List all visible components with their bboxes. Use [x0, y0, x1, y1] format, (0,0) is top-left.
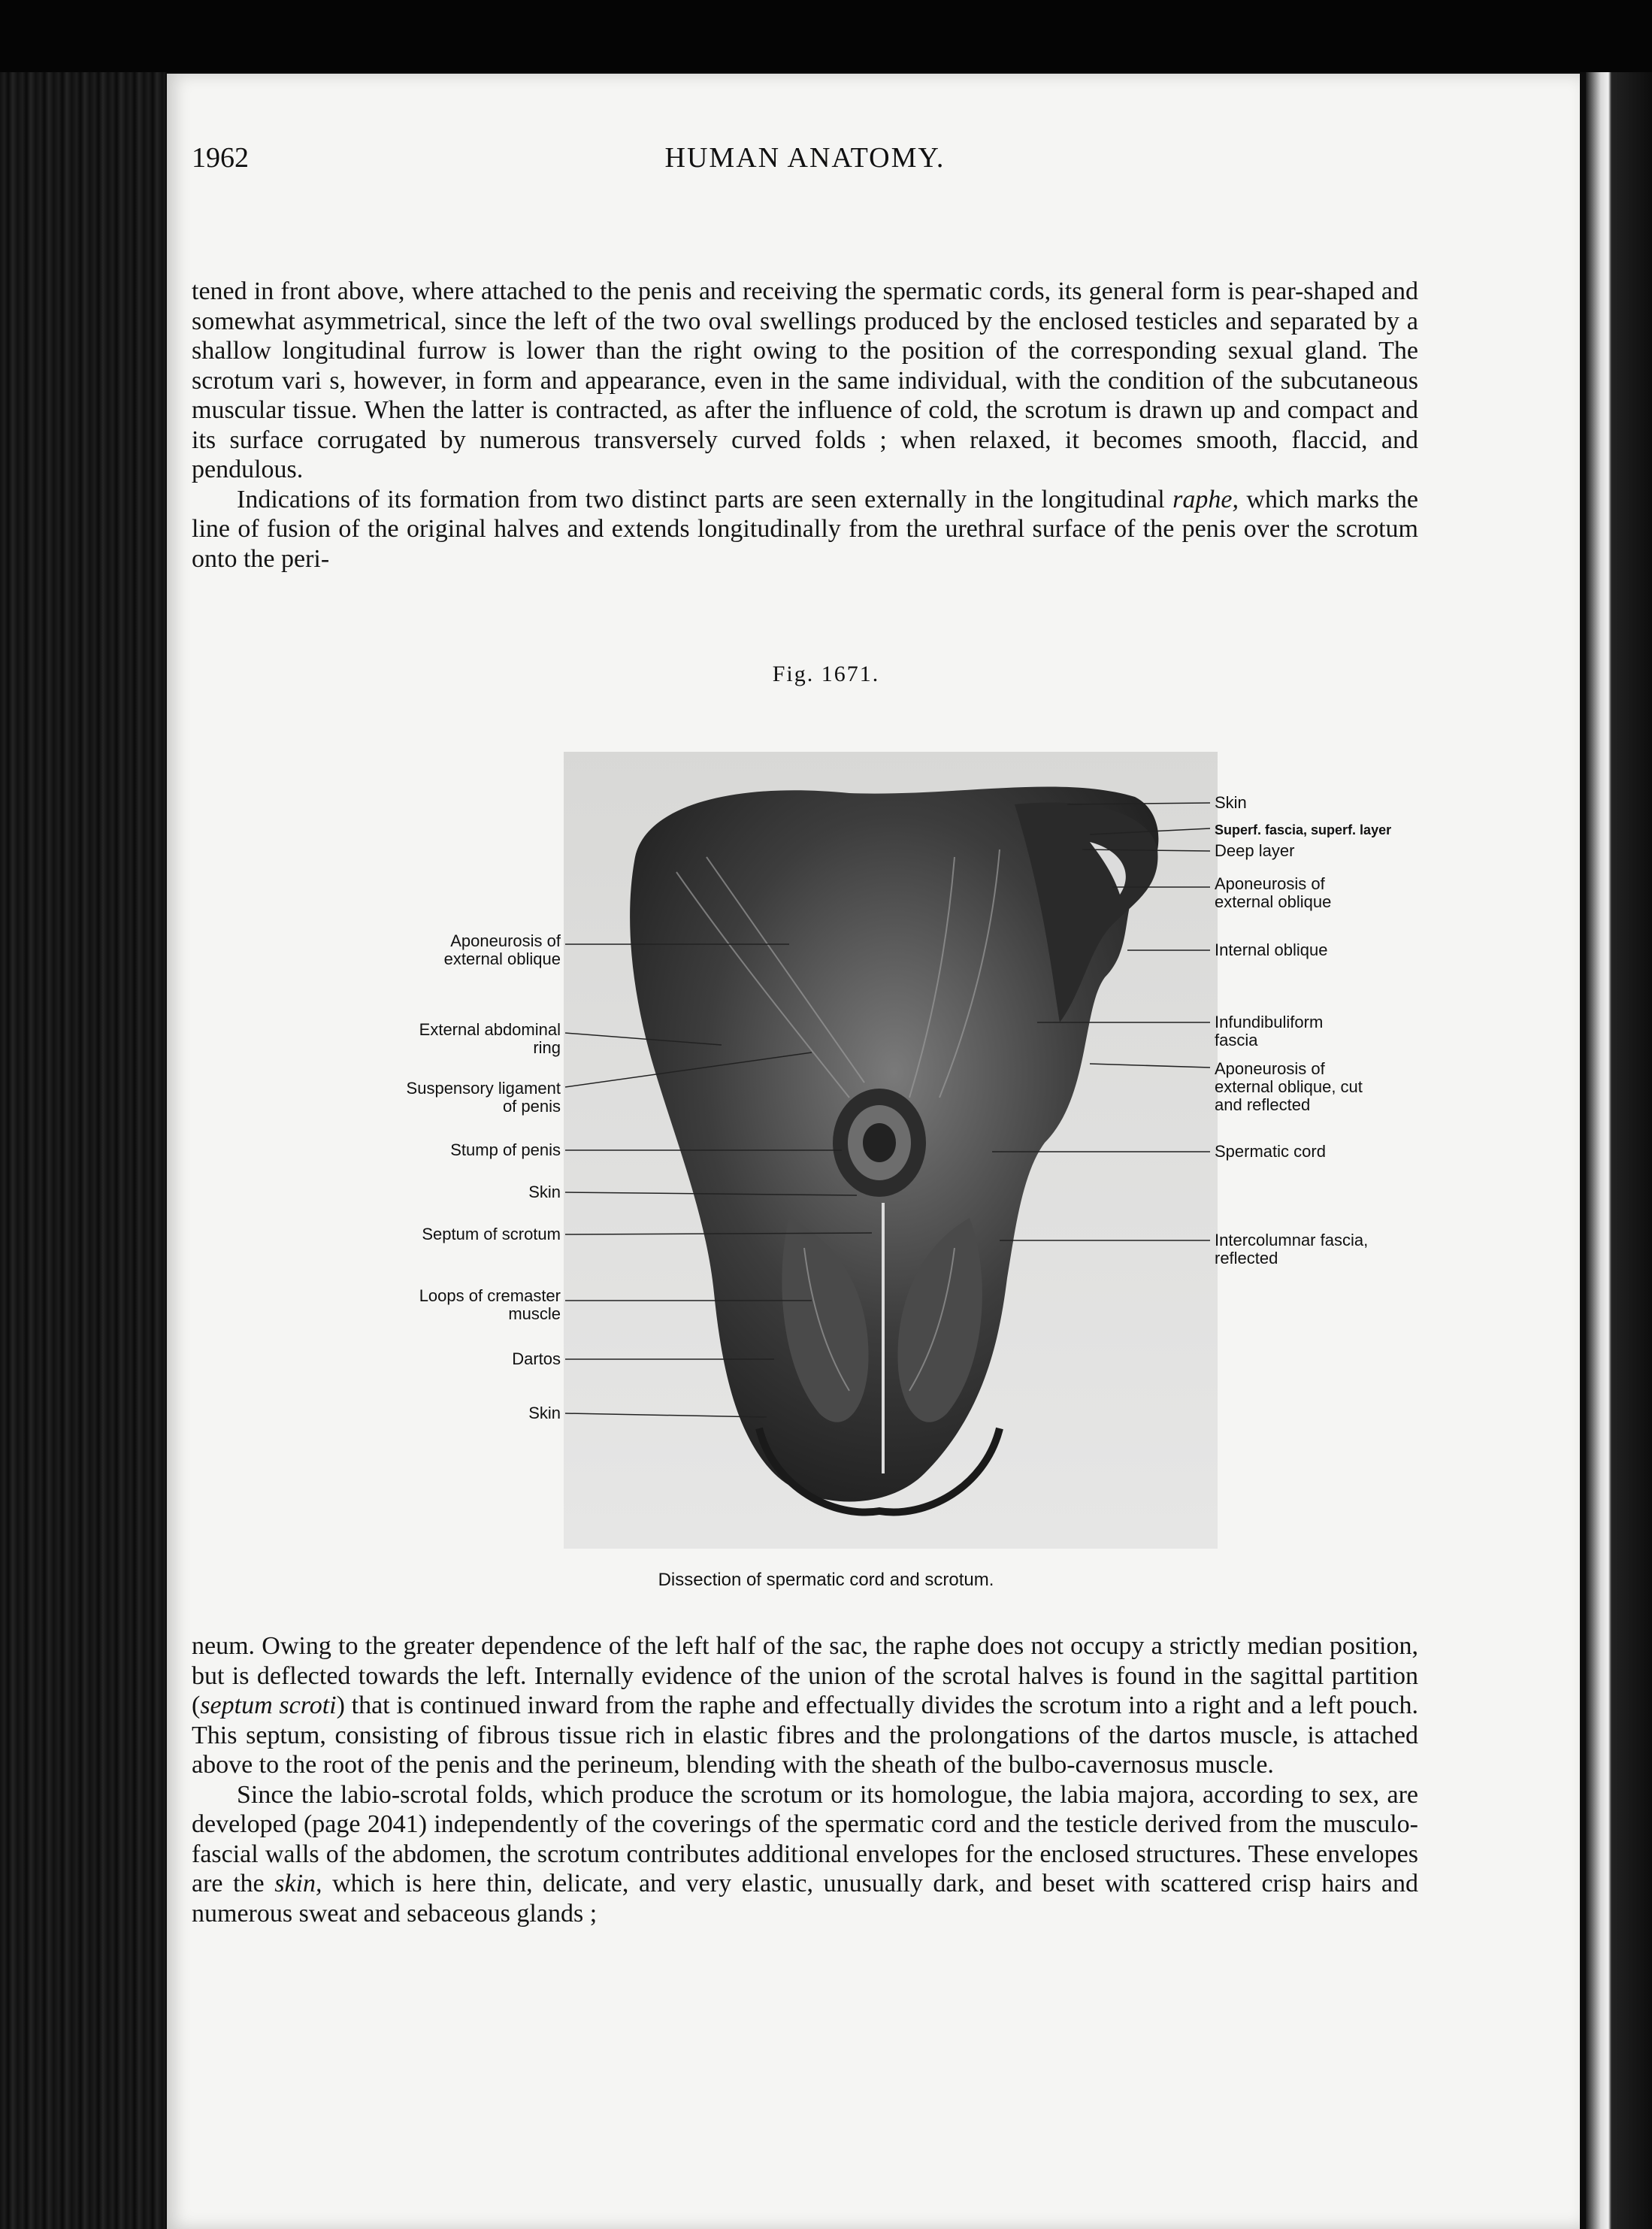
- label-aponeurosis-external-oblique-right: Aponeurosis of external oblique: [1215, 874, 1332, 911]
- label-dartos: Dartos: [512, 1349, 561, 1368]
- label-skin-left-upper: Skin: [528, 1183, 561, 1201]
- italic-term: raphe,: [1172, 485, 1239, 513]
- figure-caption: Dissection of spermatic cord and scrotum.: [658, 1570, 994, 1590]
- label-suspensory-ligament: Suspensory ligament of penis: [406, 1079, 561, 1116]
- label-stump-of-penis: Stump of penis: [450, 1140, 561, 1159]
- label-loops-of-cremaster: Loops of cremaster muscle: [419, 1286, 561, 1323]
- paragraph: [192, 1631, 1418, 1780]
- page-number: 1962: [192, 142, 249, 174]
- label-aponeurosis-external-oblique-left: Aponeurosis of external oblique: [443, 931, 561, 968]
- label-septum-of-scrotum: Septum of scrotum: [422, 1225, 561, 1243]
- label-aponeurosis-cut-reflected: Aponeurosis of external oblique, cut and reflected: [1215, 1059, 1363, 1114]
- italic-term: septum scroti: [200, 1691, 337, 1719]
- label-infundibuliform-fascia: Infundibuliform fascia: [1215, 1013, 1324, 1049]
- label-skin-right: Skin: [1215, 793, 1247, 812]
- text-run: which is here thin, delicate, and very elastic, unusually dark, and beset with scattered crisp hairs and numerous sweat and sebaceous glands ;: [192, 1870, 1419, 1928]
- label-skin-left-lower: Skin: [528, 1404, 561, 1422]
- label-superficial-fascia: Superf. fascia, superf. layer: [1215, 822, 1392, 837]
- paragraph: tened in front above, where attached to the penis and receiving the spermatic cords, its general form is pear-shaped and somewhat asymmetrical, since the left of the two oval swellings produced by the enclosed testicles and separated by a shallow longitudinal furrow is lower than the right owing to the position of the corresponding sexual gland. The scrotum vari s, however, in form and appearance, even in the same individual, with the condition of the subcutaneous muscular tissue. When the latter is contracted, as after the influence of cold, the scrotum is drawn up and compact and its surface corrugated by numerous transversely curved folds ; when relaxed, it becomes smooth, flaccid, and pendulous.: [192, 277, 1418, 483]
- label-intercolumnar-fascia: Intercolumnar fascia, reflected: [1215, 1231, 1369, 1267]
- text-run: Since the labio-scrotal folds, which produce the scrotum or its homologue, the labia majora, according to sex, are developed (page 2041) independently of the coverings of the spermatic cord and the testicle derived from the musculo-fascial walls of the abdomen, the scrotum contributes additional envelopes for the enclosed structures. These envelopes are the: [192, 1780, 1418, 1897]
- italic-term: skin,: [274, 1870, 322, 1897]
- bottom-text-block: [192, 1631, 1418, 1928]
- running-title: HUMAN ANATOMY.: [664, 142, 946, 174]
- text-run: ) that is continued inward from the raphe and effectually divides the scrotum into a right and a left pouch. This septum, consisting of fibrous tissue rich in elastic fibres and the prolongations of the dartos muscle, is attached above to the root of the penis and the perineum, blending with the sheath of the bulbo-cavernosus muscle.: [192, 1691, 1418, 1779]
- label-external-abdominal-ring: External abdominal ring: [419, 1020, 561, 1057]
- figure-title: Fig. 1671.: [772, 662, 880, 686]
- text-run: which marks the line of fusion of the original halves and extends longitudinally from the urethral surface of the penis over the scrotum onto the peri-: [192, 485, 1418, 573]
- label-deep-layer: Deep layer: [1215, 841, 1295, 860]
- text-run: neum. Owing to the greater dependence of the left half of the sac, the raphe does not occupy a strictly median position, but is deflected towards the left. Internally evidence of the union of the scrotal halves is found in the sagittal partition (: [192, 1632, 1418, 1719]
- label-internal-oblique: Internal oblique: [1215, 940, 1328, 959]
- paragraph: [192, 1780, 1418, 1929]
- label-spermatic-cord: Spermatic cord: [1215, 1142, 1326, 1161]
- text-run: Indications of its formation from two distinct parts are seen externally in the longitudinal: [237, 485, 1173, 513]
